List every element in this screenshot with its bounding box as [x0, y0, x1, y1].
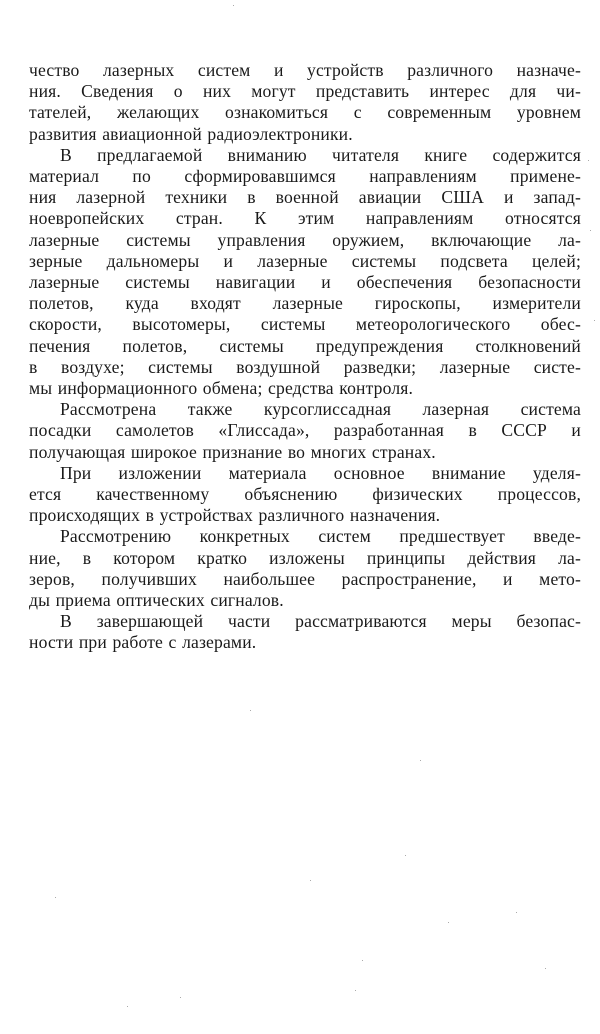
- scan-speck: [127, 1006, 128, 1007]
- text-line: чество лазерных систем и устройств различного назначе-: [29, 60, 581, 80]
- text-line: скорости, высотомеры, системы метеорологического обес-: [29, 314, 581, 335]
- text-line: полетов, куда входят лазерные гироскопы, измерители: [29, 293, 581, 314]
- document-page: [29, 60, 581, 654]
- scan-speck: [55, 897, 56, 898]
- text-line: В предлагаемой вниманию читателя книге содержится: [60, 144, 581, 165]
- paragraph-intro-continuation: [29, 60, 581, 145]
- text-line: ние, в котором кратко изложены принципы действия ла-: [29, 547, 581, 568]
- scan-speck: [355, 990, 356, 991]
- scan-speck: [310, 880, 311, 881]
- text-line: получающая широкое признание во многих странах.: [29, 441, 436, 462]
- scan-speck: [594, 320, 595, 321]
- text-line: Рассмотрению конкретных систем предшествует введе-: [60, 526, 581, 547]
- text-line: лазерные системы навигации и обеспечения безопасности: [29, 272, 581, 293]
- scan-speck: [233, 5, 234, 6]
- scan-speck: [545, 968, 546, 969]
- paragraph-presentation-focus: [29, 463, 581, 527]
- text-line: тателей, желающих ознакомиться с современным уровнем: [29, 102, 581, 123]
- text-line: материал по сформировавшимся направлениям примене-: [29, 166, 581, 187]
- text-line: При изложении материала основное внимание уделя-: [60, 462, 581, 483]
- paragraph-introduction-summary: [29, 526, 581, 611]
- text-line: ды приема оптических сигналов.: [29, 590, 284, 611]
- scan-speck: [362, 960, 363, 961]
- text-line: происходящих в устройствах различного назначения.: [29, 505, 441, 526]
- scan-speck: [588, 160, 589, 161]
- text-line: мы информационного обмена; средства контроля.: [29, 378, 414, 399]
- text-line: Рассмотрена также курсоглиссадная лазерная система: [60, 399, 581, 420]
- paragraph-book-contents: [29, 145, 581, 399]
- scan-speck: [516, 912, 517, 913]
- scan-speck: [590, 230, 591, 231]
- paragraph-safety-measures: [29, 611, 581, 653]
- text-line: ности при работе с лазерами.: [29, 632, 257, 653]
- text-line: ния лазерной техники в военной авиации США и запад-: [29, 187, 581, 208]
- scan-speck: [448, 922, 449, 923]
- text-line: ния. Сведения о них могут представить интерес для чи-: [29, 81, 581, 102]
- text-line: зеров, получивших наибольшее распространение, и мето-: [29, 568, 581, 589]
- text-line: в воздухе; системы воздушной разведки; лазерные систе-: [29, 356, 581, 377]
- paragraph-glissada-system: [29, 399, 581, 463]
- text-line: лазерные системы управления оружием, включающие ла-: [29, 229, 581, 250]
- text-line: посадки самолетов «Глиссада», разработанная в СССР и: [29, 420, 581, 441]
- scan-speck: [405, 855, 406, 856]
- text-line: развития авиационной радиоэлектроники.: [29, 123, 353, 144]
- text-line: печения полетов, системы предупреждения столкновений: [29, 335, 581, 356]
- text-line: ноевропейских стран. К этим направлениям относятся: [29, 208, 581, 229]
- text-line: В завершающей части рассматриваются меры безопас-: [60, 611, 581, 632]
- scan-speck: [180, 997, 181, 998]
- scan-speck: [420, 760, 421, 761]
- text-line: зерные дальномеры и лазерные системы подсвета целей;: [29, 250, 581, 271]
- text-line: ется качественному объяснению физических процессов,: [29, 484, 581, 505]
- scan-speck: [250, 710, 251, 711]
